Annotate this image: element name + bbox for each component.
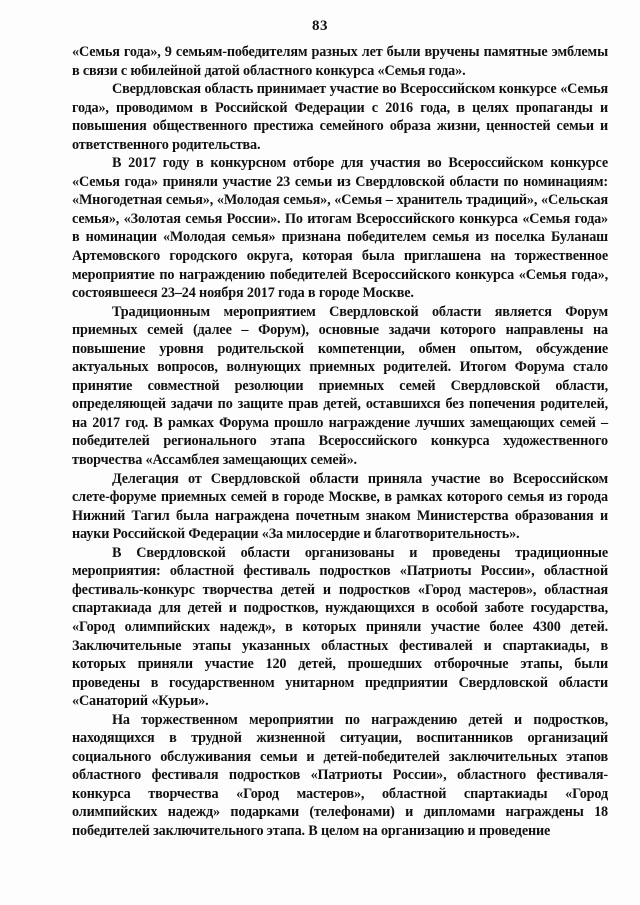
paragraph-5: Делегация от Свердловской области приняла участие во Всероссийском слете-форуме приемных семей в городе Москве, в рамках которого семья из города Нижний Тагил была награждена почетным знаком Министерства образования и науки Российской Федерации «За милосердие и благотворительность». — [72, 470, 608, 543]
paragraph-7: На торжественном мероприятии по награждению детей и подростков, находящихся в трудной жизненной ситуации, воспитанников организаций социального обслуживания семьи и детей-победителей заключительных этапов областного фестиваля подростков «Патриоты России», областного фестиваля-конкурса творчества «Город мастеров», областной спартакиады «Город олимпийских надежд» подарками (телефонами) и дипломами награждены 18 победителей заключительного этапа. В целом на организацию и проведение — [72, 711, 608, 839]
page-number: 83 — [312, 18, 328, 34]
paragraph-1: «Семья года», 9 семьям-победителям разных лет были вручены памятные эмблемы в связи с юбилейной датой областного конкурса «Семья года». — [72, 44, 608, 79]
paragraph-6: В Свердловской области организованы и проведены традиционные мероприятия: областной фестиваль подростков «Патриоты России», областной фестиваль-конкурс творчества детей и подростков «Город мастеров», областная спартакиада для детей и подростков, нуждающихся в особой заботе государства, «Город олимпийских надежд», в которых приняли участие более 4300 детей. Заключительные этапы указанных областных фестивалей и спартакиады, в которых приняли участие 120 детей, прошедших отборочные этапы, были проведены в государственном унитарном предприятии Свердловской области «Санаторий «Курьи». — [72, 544, 608, 710]
paragraph-2: Свердловская область принимает участие во Всероссийском конкурсе «Семья года», проводимом в Российской Федерации с 2016 года, в целях пропаганды и повышения общественного престижа семейного образа жизни, ценностей семьи и ответственного родительства. — [72, 81, 608, 153]
paragraph-3: В 2017 году в конкурсном отборе для участия во Всероссийском конкурсе «Семья года» приняли участие 23 семьи из Свердловской области по номинациям: «Многодетная семья», «Молодая семья», «Семья – хранитель традиций», «Сельская семья», «Золотая семья России». По итогам Всероссийского конкурса «Семья года» в номинации «Молодая семья» признана победителем семья из поселка Буланаш Артемовского городского округа, которая была приглашена на торжественное мероприятие по награждению победителей Всероссийского конкурса «Семья года», состоявшееся 23–24 ноября 2017 года в городе Москве. — [72, 155, 608, 302]
body-text — [72, 43, 608, 841]
paragraph-4: Традиционным мероприятием Свердловской области является Форум приемных семей (далее – Форум), основные задачи которого направлены на повышение уровня родительской компетенции, обмен опытом, обсуждение актуальных вопросов, волнующих приемных родителей. Итогом Форума стало принятие совместной резолюции приемных семей Свердловской области, определяющей задачи по защите прав детей, оставшихся без попечения родителей, на 2017 год. В рамках Форума прошло награждение лучших замещающих семей – победителей регионального этапа Всероссийского конкурса художественного творчества «Ассамблея замещающих семей». — [72, 303, 608, 469]
